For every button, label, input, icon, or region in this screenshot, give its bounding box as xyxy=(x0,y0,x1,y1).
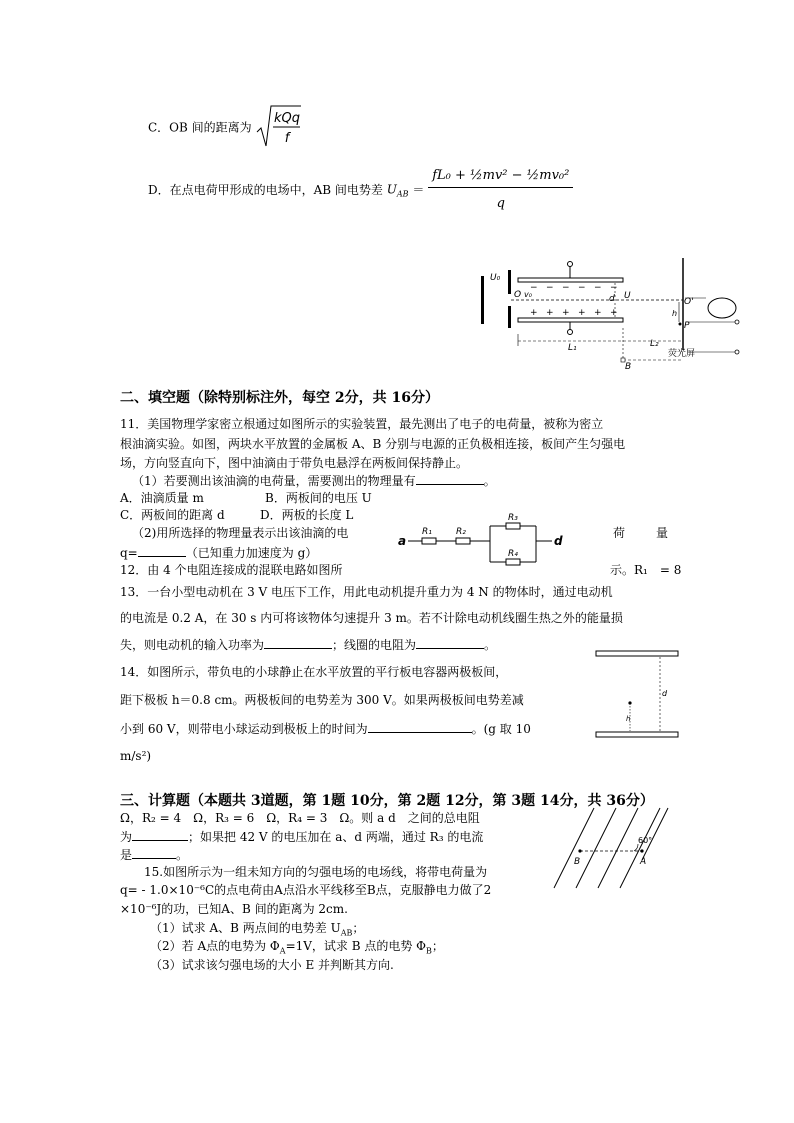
q15-line-3: ×10⁻⁶J的功，已知A、B 间的距离为 2cm. xyxy=(120,902,348,916)
minus-sign: − xyxy=(562,283,570,293)
option-d xyxy=(148,168,573,211)
minus-sign: − xyxy=(578,283,586,293)
q11-part-1-text: （1）若要测出该油滴的电荷量，需要测出的物理量有 xyxy=(132,474,416,488)
top-plate xyxy=(518,278,623,282)
q13-answer-blank-1[interactable] xyxy=(264,636,332,649)
label-oprime: O' xyxy=(684,297,694,307)
q15-sub-3: （3）试求该匀强电场的大小 E 并判断其方向. xyxy=(150,958,394,972)
option-d-lhs-sub: AB xyxy=(396,189,409,199)
circuit-figure xyxy=(396,512,572,574)
sqrt-symbol xyxy=(255,104,301,150)
q15-sub-2-end: ； xyxy=(431,939,444,953)
option-d-text: D．在点电荷甲形成的电场中，AB 间电势差 xyxy=(148,183,383,197)
deflection-figure xyxy=(478,252,748,372)
q14-line-3 xyxy=(120,720,531,737)
label-screen: 荧光屏 xyxy=(668,349,696,359)
q13-line-2: 的电流是 0.2 A，在 30 s 内可将该物体匀速提升 3 m。若不计除电动机线圈生热之外的能量损 xyxy=(120,611,623,625)
q11-line-3: 场，方向竖直向下，图中油滴由于带负电悬浮在两板间保持静止。 xyxy=(120,456,469,470)
option-d-denominator: q xyxy=(496,196,505,211)
q12-line-1: 12．由 4 个电阻连接成的混联电路如图所 xyxy=(120,563,343,577)
minus-sign: − xyxy=(546,283,554,293)
q12-answer-blank-2[interactable] xyxy=(132,846,176,859)
q13-line-3 xyxy=(120,636,496,653)
left-plate xyxy=(481,276,484,324)
q14-line-2: 距下极板 h＝0.8 cm。两极板间的电势差为 300 V。如果两极板间电势差减 xyxy=(120,693,524,707)
label-u0: U₀ xyxy=(490,273,501,283)
option-d-lhs: U xyxy=(386,182,397,197)
q13-line-1: 13．一台小型电动机在 3 V 电压下工作，用此电动机提升重力为 4 N 的物体时，通过电动机 xyxy=(120,585,613,599)
q11-line-2: 根油滴实验。如图，两块水平放置的金属板 A、B 分别与电源的正负极相连接，板间产生匀强电 xyxy=(120,437,626,451)
q15-line-1: 15.如图所示为一组未知方向的匀强电场的电场线，将带电荷量为 xyxy=(144,865,488,879)
field-line xyxy=(598,808,638,888)
circuit-label-r2: R₂ xyxy=(456,527,466,537)
label-point-b: B xyxy=(574,857,581,867)
section-2-heading: 二、填空题（除特别标注外，每空 2分，共 16分） xyxy=(120,390,439,406)
label-h: h xyxy=(672,309,678,318)
q11-part-2-tail-2: 量 xyxy=(656,526,669,540)
point-b xyxy=(578,849,581,852)
q14-line-3a: 小到 60 V，则带电小球运动到极板上的时间为 xyxy=(120,722,368,736)
q11-part-2b-prefix: q= xyxy=(120,546,138,560)
q13-line-3b: ；线圈的电阻为 xyxy=(332,638,417,652)
q11-part-1-end: 。 xyxy=(483,474,496,488)
q12-line-1-tail: 示。R₁ = 8 xyxy=(610,563,682,577)
q15-sub-2-mid: =1V，试求 B 点的电势 Φ xyxy=(285,939,427,953)
q15-line-2: q= - 1.0×10⁻⁶C的点电荷由A点沿水平线移至B点，克服静电力做了2 xyxy=(120,883,492,897)
q15-sub-1-subscript: AB xyxy=(340,928,353,938)
q11-part-2: （2)用所选择的物理量表示出该油滴的电 xyxy=(132,526,349,540)
option-d-fraction xyxy=(428,168,573,211)
q11-part-1 xyxy=(132,472,496,489)
top-terminal xyxy=(568,262,573,267)
slit-plate-bottom xyxy=(508,306,511,328)
q15-sub-2-text: （2）若 A点的电势为 Φ xyxy=(150,939,280,953)
q11-option-b: B．两板间的电压 U xyxy=(265,491,372,505)
circuit-label-a: a xyxy=(398,534,407,548)
resistor-r3 xyxy=(506,523,520,529)
q15-sub-2-subscript-b: B xyxy=(426,946,432,956)
q11-answer-blank-1[interactable] xyxy=(416,472,484,485)
slit-plate-top xyxy=(508,270,511,294)
sqrt-denominator: f xyxy=(285,131,290,146)
q12-line-3 xyxy=(120,828,483,845)
option-c-text: C．OB 间的距离为 xyxy=(148,120,252,135)
q12-line-3b: ；如果把 42 V 的电压加在 a、d 两端，通过 R₃ 的电流 xyxy=(188,830,484,844)
minus-sign: − xyxy=(610,283,618,293)
q12-line-4a: 是 xyxy=(120,848,133,862)
q12-line-4b: 。 xyxy=(176,848,189,862)
charged-ball xyxy=(628,701,631,704)
plus-sign: + xyxy=(546,308,554,318)
q11-part-2b xyxy=(120,544,317,561)
circuit-label-d: d xyxy=(554,534,563,548)
option-d-numerator: fL₀ + ½mv² − ½mv₀² xyxy=(428,168,573,188)
plus-sign: + xyxy=(578,308,586,318)
q11-part-2-tail-1: 荷 xyxy=(613,526,626,540)
point-a xyxy=(640,849,643,852)
q11-option-c: C．两板间的距离 d xyxy=(120,508,225,522)
resistor-r4 xyxy=(506,559,520,565)
circuit-label-r1: R₁ xyxy=(422,527,432,537)
section-3-heading: 三、计算题（本题共 3道题，第 1题 10分，第 2题 12分，第 3题 14分，共 36分） xyxy=(120,793,654,809)
q11-part-2b-end: （已知重力加速度为 g） xyxy=(185,546,318,560)
plus-sign: + xyxy=(530,308,538,318)
q12-line-2: Ω，R₂ = 4 Ω，R₃ = 6 Ω，R₄ = 3 Ω。则 a d 之间的总电阻 xyxy=(120,811,480,825)
q13-line-3a: 失，则电动机的输入功率为 xyxy=(120,638,265,652)
q15-sub-1-end: ； xyxy=(352,921,365,935)
plus-sign: + xyxy=(562,308,570,318)
label-o: O xyxy=(514,290,522,300)
field-line xyxy=(620,808,660,888)
circuit-label-r4: R₄ xyxy=(508,549,518,559)
capacitor-label-d: d xyxy=(662,689,668,698)
label-d: d xyxy=(609,294,615,304)
sqrt-numerator: kQq xyxy=(274,111,301,126)
q13-answer-blank-2[interactable] xyxy=(416,636,484,649)
q11-option-a: A．油滴质量 m xyxy=(120,491,204,505)
q11-line-1: 11．美国物理学家密立根通过如图所示的实验装置，最先测出了电子的电荷量，被称为密立 xyxy=(120,417,604,431)
label-p: P xyxy=(684,321,690,331)
q14-answer-blank[interactable] xyxy=(368,720,472,733)
q11-option-d: D．两板的长度 L xyxy=(260,508,354,522)
minus-sign: − xyxy=(594,283,602,293)
q15-sub-2-subscript-a: A xyxy=(279,946,286,956)
equals-sign: ＝ xyxy=(412,183,425,197)
bottom-plate xyxy=(518,318,623,322)
label-u: U xyxy=(624,291,631,301)
capacitor-figure xyxy=(592,648,682,740)
plus-sign: + xyxy=(594,308,602,318)
resistor-r1 xyxy=(422,538,436,544)
q12-line-4 xyxy=(120,846,188,863)
q15-sub-1-text: （1）试求 A、B 两点间的电势差 U xyxy=(150,921,341,935)
label-point-a: A xyxy=(640,857,647,867)
point-p xyxy=(679,323,682,326)
field-lines-figure xyxy=(552,806,670,890)
q14-line-4: m/s²) xyxy=(120,749,152,763)
field-line xyxy=(642,808,668,860)
q13-line-3c: 。 xyxy=(484,638,497,652)
q11-answer-blank-2[interactable] xyxy=(138,544,186,557)
label-l2: L₂ xyxy=(650,339,659,349)
q12-answer-blank-1[interactable] xyxy=(132,828,188,841)
plus-sign: + xyxy=(610,308,618,318)
label-b: B xyxy=(625,362,632,372)
circuit-label-r3: R₃ xyxy=(508,513,518,523)
q12-line-3a: 为 xyxy=(120,830,133,844)
minus-sign: − xyxy=(530,283,538,293)
label-l1: L₁ xyxy=(568,343,577,353)
label-v0: v₀ xyxy=(524,290,532,299)
option-c xyxy=(148,104,301,150)
upper-plate xyxy=(596,651,678,656)
angle-label: 60° xyxy=(638,836,653,845)
capacitor-label-h: h xyxy=(626,715,631,723)
field-line xyxy=(576,808,616,888)
field-line xyxy=(554,808,594,888)
sqrt-expression xyxy=(255,104,301,150)
q14-line-3b: 。(g 取 10 xyxy=(471,722,531,736)
resistor-r2 xyxy=(456,538,470,544)
lower-plate xyxy=(596,732,678,737)
q14-line-1: 14．如图所示，带负电的小球静止在水平放置的平行板电容器两极板间， xyxy=(120,665,508,679)
bottom-terminal xyxy=(568,330,573,335)
